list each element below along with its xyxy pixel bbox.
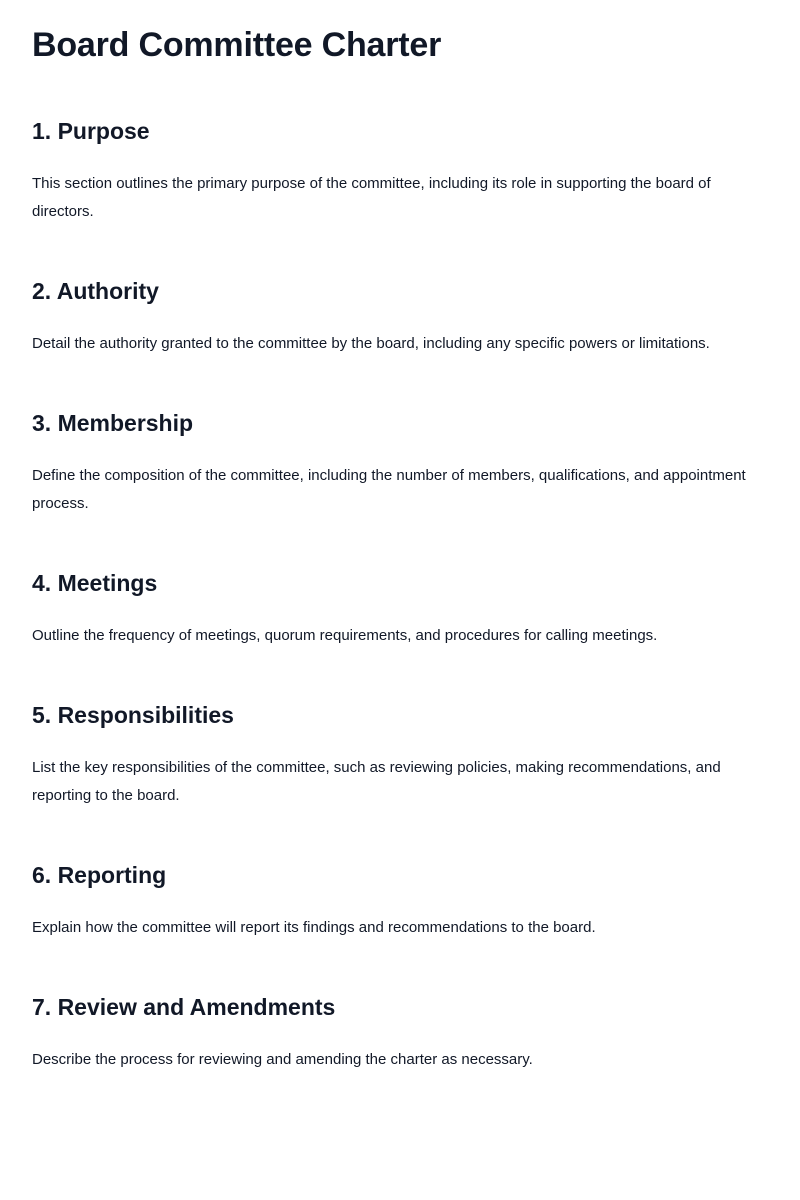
section-body: Define the composition of the committee, including the number of members, qualifications, and appointment process. (32, 467, 746, 512)
section-authority (32, 276, 768, 358)
section-body: This section outlines the primary purpose of the committee, including its role in supporting the board of directors. (32, 175, 711, 220)
section-heading: 2. Authority (32, 278, 159, 304)
section-heading: 6. Reporting (32, 862, 167, 888)
section-heading: 4. Meetings (32, 570, 158, 596)
section-heading: 7. Review and Amendments (32, 994, 336, 1020)
section-membership (32, 408, 768, 518)
section-heading: 1. Purpose (32, 118, 150, 144)
section-heading: 5. Responsibilities (32, 702, 234, 728)
section-purpose (32, 116, 768, 226)
section-reporting (32, 860, 768, 942)
section-heading: 3. Membership (32, 410, 194, 436)
section-meetings (32, 568, 768, 650)
section-responsibilities (32, 700, 768, 810)
section-body: Describe the process for reviewing and amending the charter as necessary. (32, 1051, 533, 1068)
section-body: List the key responsibilities of the committee, such as reviewing policies, making recommendations, and reporting to the board. (32, 759, 721, 804)
document-title: Board Committee Charter (32, 26, 442, 64)
section-body: Outline the frequency of meetings, quorum requirements, and procedures for calling meetings. (32, 627, 658, 644)
section-body: Detail the authority granted to the committee by the board, including any specific powers or limitations. (32, 335, 710, 352)
section-review-and-amendments (32, 992, 768, 1074)
section-body: Explain how the committee will report its findings and recommendations to the board. (32, 919, 596, 936)
